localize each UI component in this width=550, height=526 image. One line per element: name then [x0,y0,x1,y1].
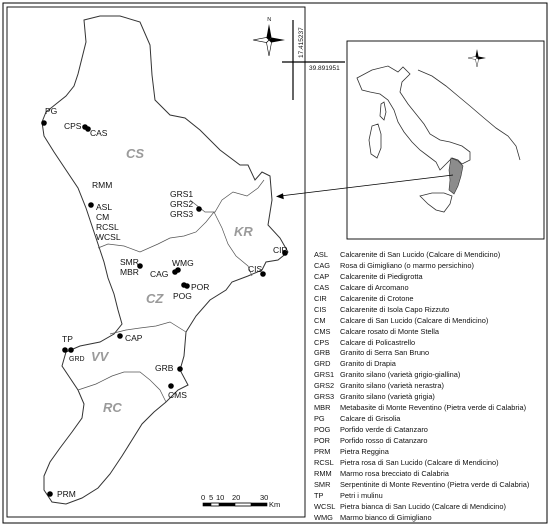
site-label-grs3: GRS3 [170,209,194,219]
compass-rose-icon [253,17,285,56]
legend-description: Petri i mulinu [340,490,383,500]
legend-code: CIS [314,304,327,314]
site-label-cms: CMS [168,390,187,400]
legend-description: Calcarenite di Piedigrotta [340,271,423,281]
legend-description: Calcare di Grisolia [340,414,401,424]
legend-row [314,370,546,381]
legend-description: Marmo bianco di Gimigliano [340,512,432,522]
legend-description: Granito silano (varietà grigia) [340,392,435,402]
site-label-rmm: RMM [92,180,113,190]
legend-row [314,480,546,491]
legend-description: Calcare di San Lucido (Calcare di Mendicino) [340,315,489,325]
coordinate-lon: 39.891951 [309,65,340,72]
legend-row [314,469,546,480]
province-label-cs: CS [126,146,145,161]
site-label-grs1: GRS1 [170,189,194,199]
legend-code: GRS1 [314,370,335,380]
legend-row [314,403,546,414]
legend-code: POG [314,425,331,434]
site-label-asl: ASL [96,202,113,212]
legend-description: Calcarenite di San Lucido (Calcare di Mendicino) [340,250,501,259]
legend-row [314,436,546,447]
site-label-grd: GRD [69,356,85,363]
site-label-prm: PRM [57,489,76,499]
legend-row [314,458,546,469]
scale-tick-20: 20 [232,493,241,502]
legend-description: Granito di Serra San Bruno [340,348,430,358]
legend-description: Calcarenite di Isola Capo Rizzuto [340,304,450,314]
site-label-mbr: MBR [120,267,139,277]
legend-code: MBR [314,403,331,413]
legend-code: CM [314,315,326,325]
legend-description: Serpentinite di Monte Reventino (Pietra verde di Calabria) [340,479,530,489]
legend-code: WMG [314,512,333,522]
site-label-wcsl: WCSL [96,232,121,242]
legend-code: GRS2 [314,381,335,391]
legend-row [314,316,546,327]
site-marker-pg[interactable] [41,120,47,126]
site-marker-cap[interactable] [117,333,123,339]
legend-code: CPS [314,337,330,347]
scale-tick-30: 30 [260,493,269,502]
legend-row [314,502,546,513]
legend-row [314,261,546,272]
site-marker-pog[interactable] [184,283,190,289]
legend-row [314,272,546,283]
legend-description: Granito silano (varietà nerastra) [340,381,444,391]
legend-row [314,294,546,305]
province-label-kr: KR [234,224,253,239]
legend-code: RMM [314,468,332,478]
site-label-cis: CIS [248,264,263,274]
legend-code: RCSL [314,457,334,467]
site-label-cag: CAG [150,269,169,279]
coordinate-crosshair [282,20,345,100]
site-marker-rmm[interactable] [88,202,94,208]
province-label-vv: VV [91,349,109,364]
legend-description: Porfido rosso di Catanzaro [340,435,428,445]
legend-row [314,513,546,524]
site-label-tp: TP [62,334,73,344]
site-label-cas: CAS [90,128,108,138]
legend-row [314,425,546,436]
legend-row [314,392,546,403]
scale-tick-0: 0 [201,493,206,502]
legend-code: CMS [314,326,331,336]
site-label-wmg: WMG [172,258,194,268]
legend-code: CAG [314,260,331,270]
site-label-grb: GRB [155,363,174,373]
site-label-cm: CM [96,212,110,222]
site-label-pg: PG [45,106,58,116]
site-marker-grs[interactable] [196,206,202,212]
legend-row [314,414,546,425]
site-label-pog: POG [173,291,192,301]
legend-code: WCSL [314,501,336,511]
legend-code: GRD [314,359,331,369]
site-label-grs2: GRS2 [170,199,194,209]
legend [314,250,546,523]
legend-description: Calcare rosato di Monte Stella [340,326,440,336]
north-label: N [267,17,272,23]
site-label-por: POR [191,282,210,292]
site-marker-cag[interactable] [175,267,181,273]
legend-description: Granito silano (varietà grigio-giallina) [340,370,461,380]
province-label-rc: RC [103,400,122,415]
legend-code: GRS3 [314,392,335,402]
legend-row [314,381,546,392]
legend-code: ASL [314,250,328,259]
province-label-cz: CZ [146,291,164,306]
legend-row [314,359,546,370]
legend-description: Rosa di Gimigliano (o marmo persichino) [340,260,474,270]
site-label-cps: CPS [64,121,82,131]
legend-code: SMR [314,479,331,489]
legend-description: Marmo rosa brecciato di Calabria [340,468,449,478]
site-label-cir: CIR [273,245,288,255]
site-label-smr: SMR [120,257,139,267]
coordinate-lat: 17.415237 [298,27,305,58]
legend-code: GRB [314,348,331,358]
legend-description: Pietra bianca di San Lucido (Calcare di Mendicino) [340,501,506,511]
site-marker-grd[interactable] [68,347,74,353]
legend-row [314,491,546,502]
legend-description: Metabasite di Monte Reventino (Pietra verde di Calabria) [340,403,527,413]
arrow-head-icon [276,193,284,199]
scale-unit: Km [269,500,281,509]
site-marker-cms[interactable] [168,383,174,389]
legend-row [314,283,546,294]
legend-code: PRM [314,446,331,456]
legend-description: Porfido verde di Catanzaro [340,425,428,434]
site-marker-prm[interactable] [47,491,53,497]
site-marker-grb[interactable] [177,366,183,372]
scale-tick-10: 10 [216,493,225,502]
legend-row [314,348,546,359]
legend-description: Granito di Drapia [340,359,396,369]
legend-row [314,250,546,261]
legend-description: Pietra rosa di San Lucido (Calcare di Mendicino) [340,457,499,467]
scale-bar [203,503,267,506]
legend-description: Calcare di Policastrello [340,337,416,347]
legend-description: Calcare di Arcomano [340,282,409,292]
legend-row [314,327,546,338]
legend-code: CIR [314,293,327,303]
legend-row [314,447,546,458]
site-label-cap: CAP [125,333,143,343]
calabria-outline [42,16,288,504]
legend-description: Pietra Reggina [340,446,389,456]
legend-code: POR [314,435,331,445]
legend-code: TP [314,490,324,500]
legend-code: CAS [314,282,330,292]
legend-description: Calcarenite di Crotone [340,293,414,303]
scale-tick-5: 5 [209,493,214,502]
legend-code: CAP [314,271,330,281]
legend-code: PG [314,414,325,424]
legend-row [314,338,546,349]
site-label-rcsl: RCSL [96,222,119,232]
site-marker-tp[interactable] [62,347,68,353]
legend-row [314,305,546,316]
